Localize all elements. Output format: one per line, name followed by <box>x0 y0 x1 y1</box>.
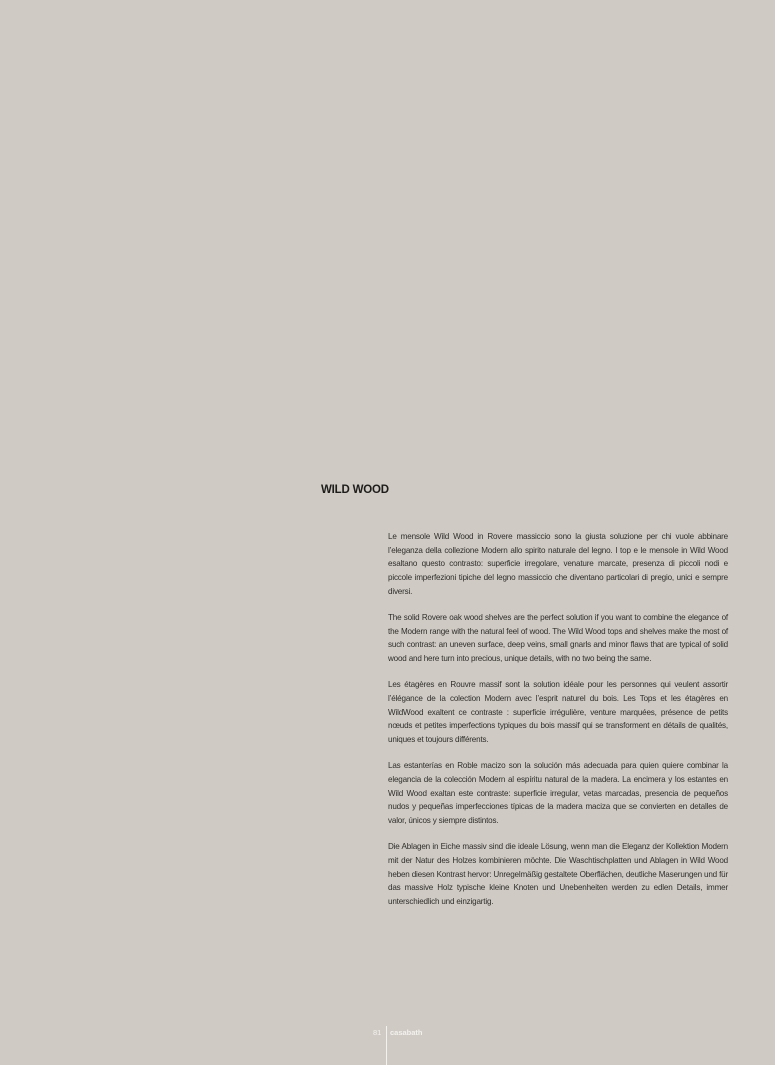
paragraph-french: Les étagères en Rouvre massif sont la solution idéale pour les personnes qui veulent assortir l’élégance de la colection Modern avec l’esprit naturel du bois. Les Tops et les étagères en WildWood exaltent ce contraste : superficie irrégulière, venture marquées, présence de petits nœuds et petites imperfections typiques du bois massif qui se transforment en détails de qualités, uniques et toujours différents. <box>388 680 728 745</box>
paragraph-english: The solid Rovere oak wood shelves are the perfect solution if you want to combine the elegance of the Modern range with the natural feel of wood. The Wild Wood tops and shelves make the most of such contrast: an uneven surface, deep veins, small gnarls and minor flaws that are typical of solid wood and here turn into precious, unique details, with no two being the same. <box>388 613 728 664</box>
brand-name: casabath <box>390 1028 423 1037</box>
footer-divider <box>386 1026 387 1065</box>
body-text <box>388 530 728 921</box>
paragraph-italian: Le mensole Wild Wood in Rovere massiccio sono la giusta soluzione per chi vuole abbinare l’eleganza della collezione Modern allo spirito naturale del legno. I top e le mensole in Wild Wood esaltano questo contrasto: superficie irregolare, venature marcate, presenza di piccoli nodi e piccole imperfezioni tipiche del legno massiccio che diventano particolari di pregio, unici e sempre diversi. <box>388 532 728 596</box>
paragraph-spanish: Las estanterías en Roble macizo son la solución más adecuada para quien quiere combinar la elegancia de la colección Modern al espíritu natural de la madera. La encimera y los estantes en Wild Wood exaltan este contraste: superficie irregular, vetas marcadas, presencia de pequeños nudos y pequeñas imperfecciones típicas de la madera maciza que se convierten en detalles de valor, únicos y siempre distintos. <box>388 761 728 826</box>
page-title: WILD WOOD <box>321 484 389 496</box>
paragraph-german: Die Ablagen in Eiche massiv sind die ideale Lösung, wenn man die Eleganz der Kollektion Modern mit der Natur des Holzes kombinieren möchte. Die Waschtischplatten und Ablagen in Wild Wood heben diesen Kontrast hervor: Unregelmäßig gestaltete Oberflächen, deutliche Maserungen und für das massive Holz typische kleine Knoten und Unebenheiten werden zu edlen Details, immer unterschiedlich und einzigartig. <box>388 842 728 907</box>
page-number: 81 <box>373 1028 382 1037</box>
